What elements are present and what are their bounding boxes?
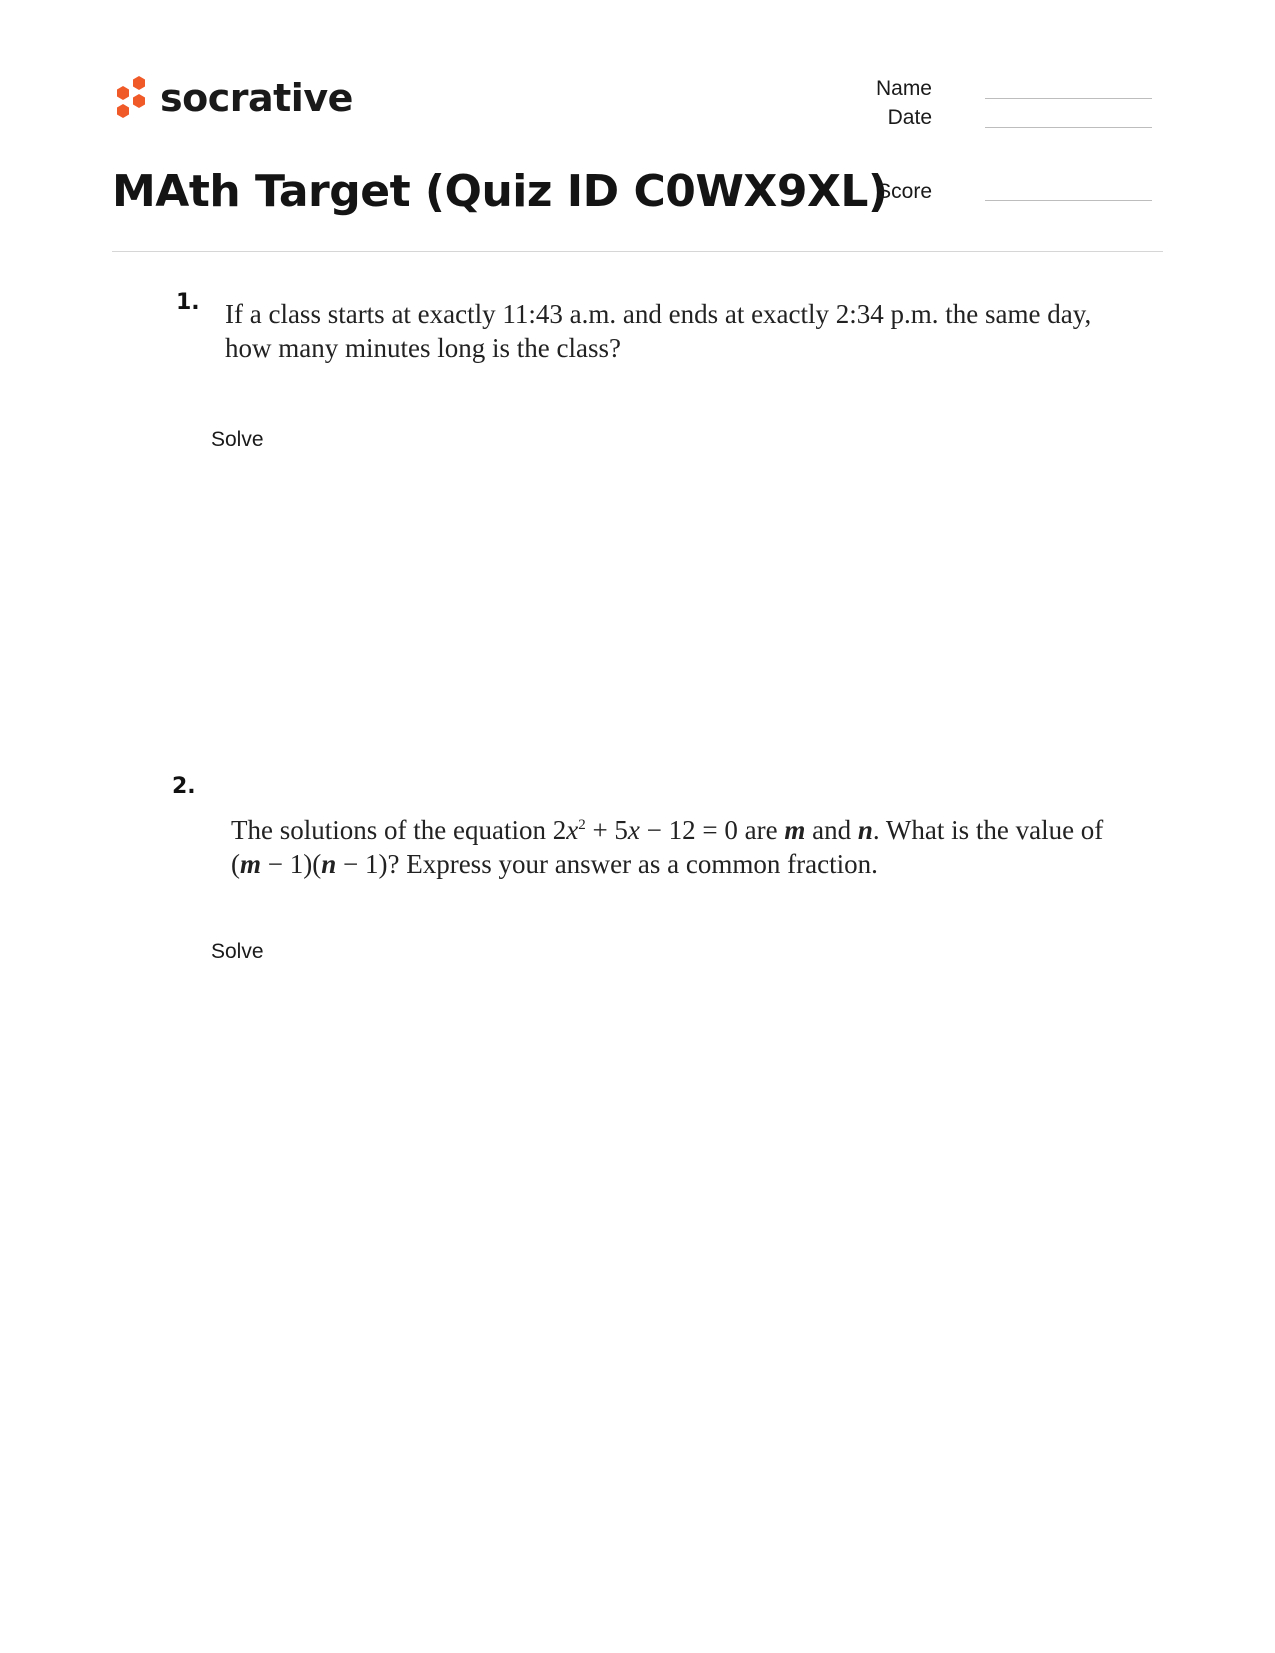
socrative-logo bbox=[112, 72, 353, 124]
question-text-line: The solutions of the equation $2x^2 + 5x - 12 = 0$ are m and n. What is the value of bbox=[231, 815, 1104, 845]
date-field-line[interactable] bbox=[985, 127, 1152, 128]
question-text-line: If a class starts at exactly 11:43 a.m. and ends at exactly 2:34 p.m. the same day, bbox=[225, 299, 1092, 329]
question-text bbox=[231, 808, 1103, 881]
hexagon-cluster-icon bbox=[112, 74, 148, 122]
name-label: Name bbox=[875, 77, 932, 100]
question-text-line: how many minutes long is the class? bbox=[225, 333, 621, 363]
page-title: MAth Target (Quiz ID C0WX9XL) bbox=[112, 166, 888, 217]
question-text-line: (m − 1)(n − 1)? Express your answer as a common fraction. bbox=[231, 849, 878, 879]
header-divider bbox=[112, 251, 1163, 252]
name-field-line[interactable] bbox=[985, 98, 1152, 99]
question-number: 1. bbox=[176, 290, 200, 315]
solve-label: Solve bbox=[211, 940, 264, 963]
date-label: Date bbox=[887, 106, 932, 129]
score-label: Score bbox=[877, 180, 932, 203]
question-text bbox=[225, 297, 1091, 365]
score-field-line[interactable] bbox=[985, 200, 1152, 201]
question-number: 2. bbox=[172, 774, 196, 799]
logo-wordmark: socrative bbox=[160, 76, 353, 120]
solve-label: Solve bbox=[211, 428, 264, 451]
